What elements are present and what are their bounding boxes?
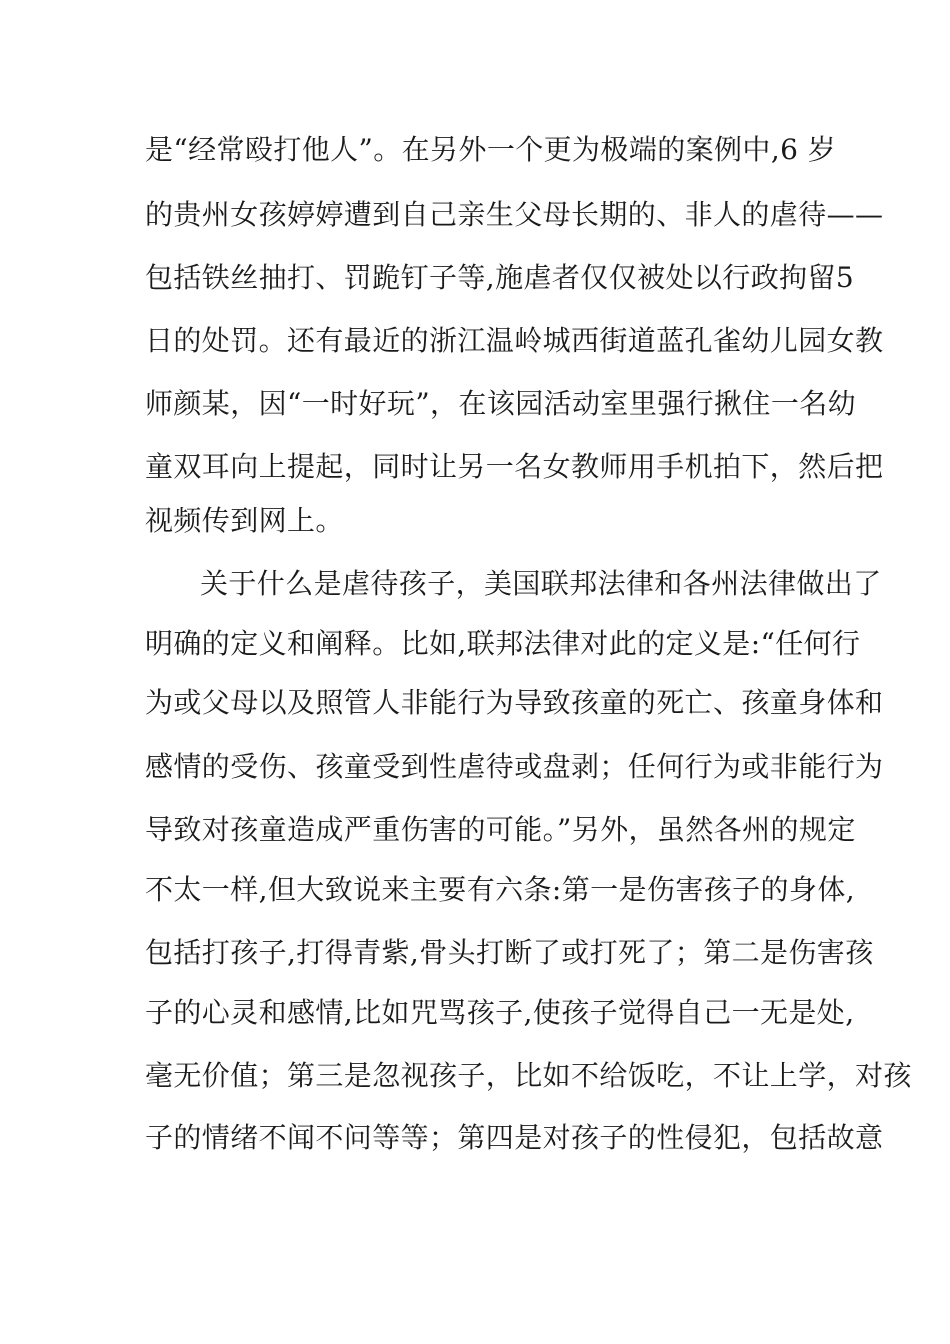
- text-line: 的贵州女孩婷婷遭到自己亲生父母长期的、非人的虐待——: [145, 198, 884, 231]
- text-line: 子的心灵和感情,比如咒骂孩子,使孩子觉得自己一无是处,: [145, 996, 855, 1029]
- text-line: 视频传到网上。: [145, 504, 344, 537]
- text-line: 童双耳向上提起，同时让另一名女教师用手机拍下，然后把: [145, 450, 884, 483]
- text-line: 子的情绪不闻不问等等；第四是对孩子的性侵犯，包括故意: [145, 1121, 884, 1154]
- text-line: 感情的受伤、孩童受到性虐待或盘剥；任何行为或非能行为: [145, 750, 884, 783]
- text-line: 为或父母以及照管人非能行为导致孩童的死亡、孩童身体和: [145, 686, 884, 719]
- text-line: 毫无价值；第三是忽视孩子，比如不给饭吃，不让上学，对孩: [145, 1059, 912, 1092]
- text-line: 包括铁丝抽打、罚跪钉子等,施虐者仅仅被处以行政拘留5: [145, 261, 855, 294]
- text-line: 师颜某，因“一时好玩”，在该园活动室里强行揪住一名幼: [145, 387, 857, 420]
- paragraph-first-line: 关于什么是虐待孩子，美国联邦法律和各州法律做出了: [200, 567, 882, 600]
- text-line: 是“经常殴打他人”。在另外一个更为极端的案例中,6 岁: [145, 133, 837, 166]
- text-line: 导致对孩童造成严重伤害的可能。”另外，虽然各州的规定: [145, 813, 856, 846]
- text-line: 包括打孩子,打得青紫,骨头打断了或打死了；第二是伤害孩: [145, 936, 874, 969]
- text-line: 不太一样,但大致说来主要有六条:第一是伤害孩子的身体,: [145, 873, 856, 906]
- text-line: 明确的定义和阐释。比如,联邦法律对此的定义是:“任何行: [145, 627, 861, 660]
- text-line: 日的处罚。还有最近的浙江温岭城西街道蓝孔雀幼儿园女教: [145, 324, 884, 357]
